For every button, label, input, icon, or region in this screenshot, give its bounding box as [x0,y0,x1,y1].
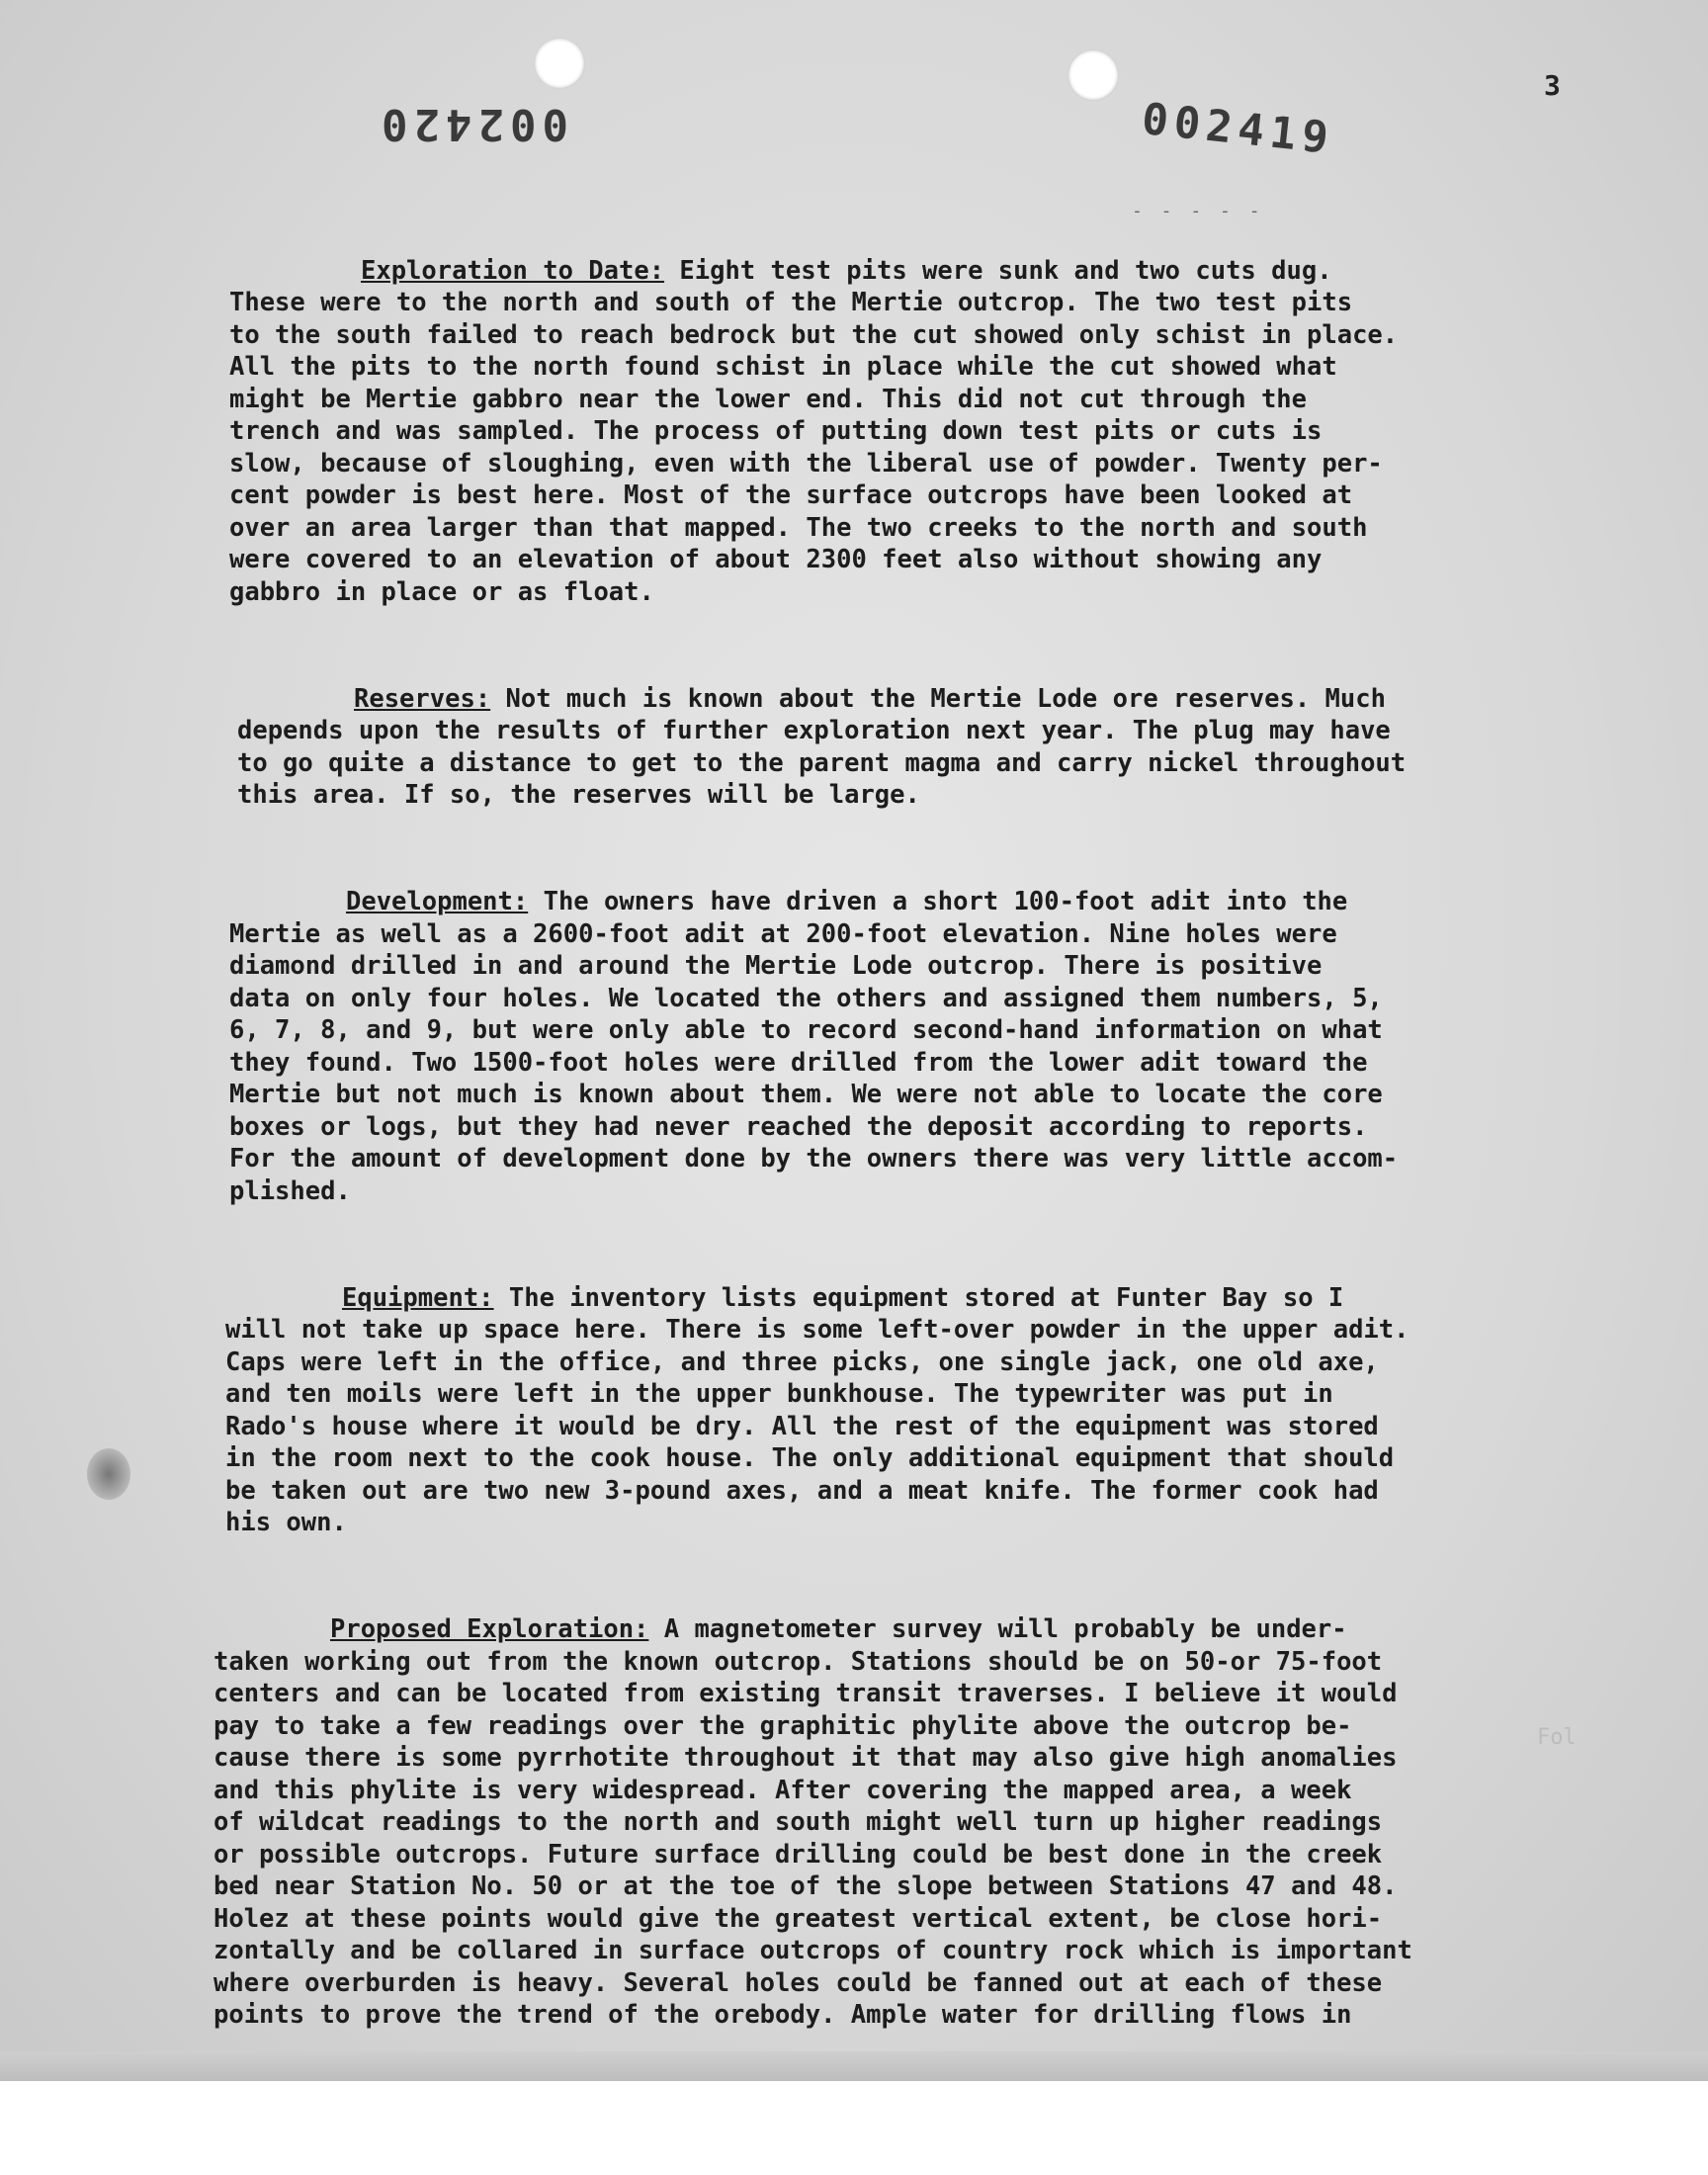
punch-hole [534,38,585,89]
section-heading: Equipment: [342,1282,494,1313]
margin-note: Fol [1537,1725,1577,1750]
document-body [214,222,1534,2081]
paragraph-reserves [237,683,1534,812]
paragraph-development [229,886,1534,1207]
section-heading: Proposed Exploration: [330,1614,649,1644]
page-number: 3 [1544,69,1561,102]
paragraph-equipment [225,1282,1534,1539]
ink-smudge [87,1448,130,1500]
scan-edge [0,2051,1708,2081]
section-heading: Exploration to Date: [361,255,665,286]
paragraph-text: Eight test pits were sunk and two cuts dug. These were to the north and south of the Mertie outcrop. The two test pits to the south failed to reach bedrock but the cut showed only schist in place. All the pits to the north found schist in place while the cut showed what might be Mertie gabbro near the lower end. This did not cut through the trench and was sampled. The process of putting down test pits or cuts is slow, because of sloughing, even with the liberal use of powder. Twenty per- cent powder is best here. Most of the surface outcrops have been looked at over an area larger than that mapped. The two creeks to the north and south were covered to an elevation of about 2300 feet also without showing any gabbro in place or as float. [229,255,1399,607]
paragraph-text: The owners have driven a short 100-foot adit into the Mertie as well as a 2600-foot adit at 200-foot elevation. Nine holes were diamond drilled in and around the Mertie Lode outcrop. There is positive data on only four holes. We located the others and assigned them numbers, 5, 6, 7, 8, and 9, but were only able to record second-hand information on what they found. Two 1500-foot holes were drilled from the lower adit toward the Mertie but not much is known about them. We were not able to locate the core boxes or logs, but they had never reached the deposit according to reports. For the amount of development done by the owners there was very little accom- plished. [229,887,1399,1206]
paragraph-text: Not much is known about the Mertie Lode ore reserves. Much depends upon the results of further exploration next year. The plug may have to go quite a distance to get to the parent magma and carry nickel throughout this area. If so, the reserves will be large. [237,683,1407,810]
paragraph-exploration [229,255,1534,609]
paragraph-text: A magnetometer survey will probably be under- taken working out from the known outcrop. Stations should be on 50-or 75-foot centers and can be located from existing transit traverses. I believe it would pay to take a few readings over the graphitic phylite above the outcrop be- cause there is some pyrrhotite throughout it that may also give high anomalies and this phylite is very widespread. After covering the mapped area, a week of wildcat readings to the north and south might well turn up higher readings or possible outcrops. Future surface drilling could be best done in the creek bed near Station No. 50 or at the toe of the slope between Stations 47 and 48. Holez at these points would give the greatest vertical extent, be close hori- zontally and be collared in surface outcrops of country rock which is important where overburden is heavy. Several holes could be fanned out at each of these points to prove the trend of the orebody. Ample water for drilling flows in [214,1614,1412,2030]
dotted-mark: - - - - - [1132,201,1264,221]
section-heading: Reserves: [354,683,491,714]
paragraph-text: The inventory lists equipment stored at Funter Bay so I will not take up space here. There is some left-over powder in the upper adit. Caps were left in the office, and three picks, one single jack, one old axe, and ten moils were left in the upper bunkhouse. The typewriter was put in Rado's house where it would be dry. All the rest of the equipment was stored in the room next to the cook house. The only additional equipment that should be taken out are two new 3-pound axes, and a meat knife. The former cook had his own. [225,1282,1409,1537]
punch-hole [1068,49,1119,101]
stamp-number-inverted: 002420 [376,99,568,149]
section-heading: Development: [346,887,529,916]
stamp-number: 002419 [1139,93,1337,165]
paragraph-proposed-exploration [214,1613,1534,2032]
